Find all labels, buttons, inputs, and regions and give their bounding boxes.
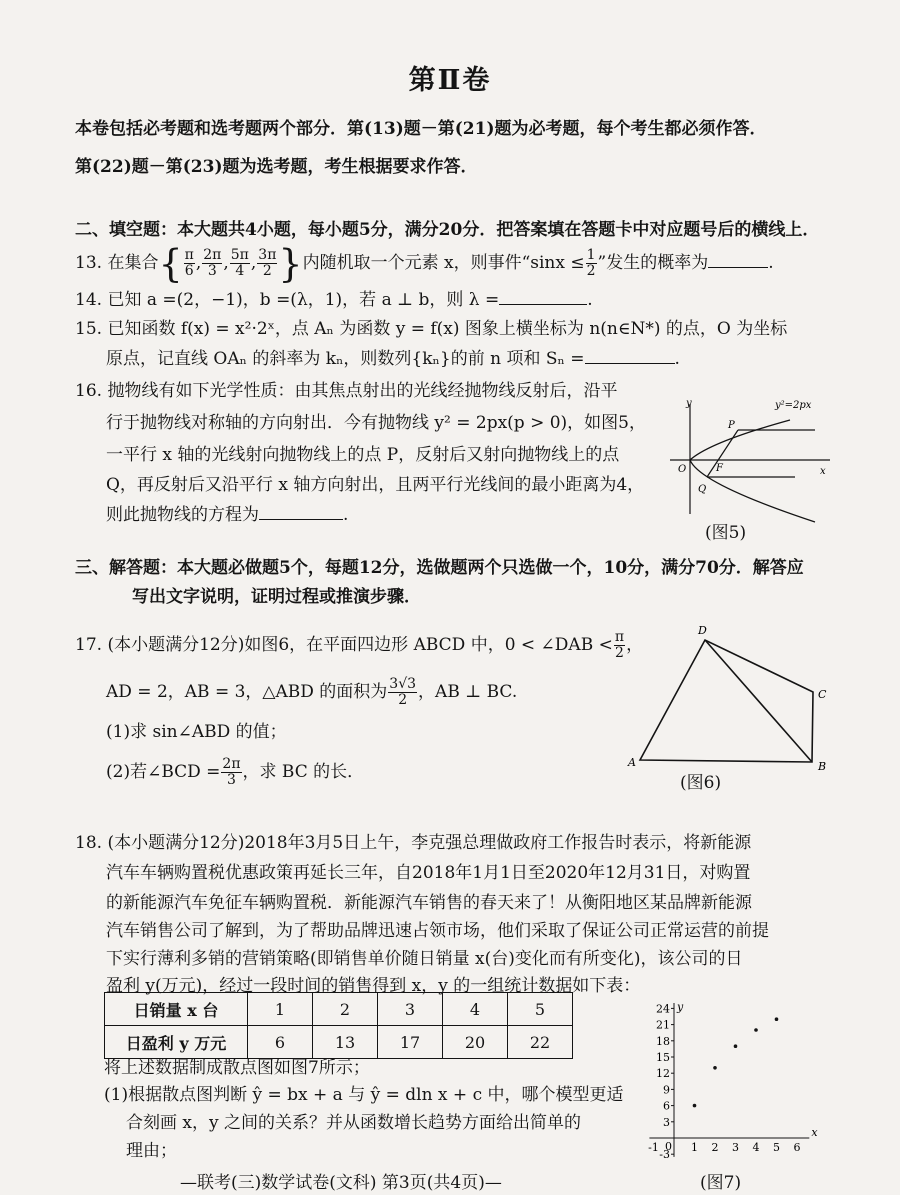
question-14: 14. 已知 a =(2，−1)，b =(λ，1)，若 a ⊥ b，则 λ = . [75, 290, 593, 310]
question-15-line-2: 原点，记直线 OAₙ 的斜率为 kₙ，则数列{kₙ}的前 n 项和 Sₙ = . [106, 349, 680, 369]
question-17: 17. (本小题满分12分)如图6，在平面四边形 ABCD 中，0 < ∠DAB < $\frac{\pi}{2}$ ， [75, 629, 644, 661]
table-row: 日盈利 y 万元 6 13 17 20 22 [105, 1026, 573, 1059]
section-3-heading-1: 三、解答题：本大题必做题5个，每题12分，选做题两个只选做一个，10分，满分70分．解答应 [75, 558, 804, 578]
q18-after-table: 将上述数据制成散点图如图7所示； [104, 1058, 370, 1078]
q17-part-2: (2)若∠BCD = $\frac{2\pi}{3}$ ，求 BC 的长． [106, 756, 365, 788]
q15-answer-blank [585, 363, 675, 364]
q16-line-5: 则此抛物线的方程为 . [106, 505, 349, 525]
sales-data-table [104, 992, 573, 1059]
y-tick-label: 24 [656, 1002, 670, 1016]
vertex-a-label: A [628, 756, 636, 769]
point-q-label: Q [698, 484, 707, 495]
figure-6-caption: (图6) [680, 773, 722, 793]
q14-answer-blank [499, 304, 587, 305]
x-axis-label: x [811, 1126, 818, 1139]
q16-line-4: Q，再反射后又沿平行 x 轴方向射出，且两平行光线间的最小距离为4， [106, 475, 645, 495]
data-point [775, 1017, 779, 1021]
intro-line-2: 第(22)题－第(23)题为选考题，考生根据要求作答． [75, 157, 478, 177]
q13-pre: 在集合 [107, 253, 159, 273]
data-point [693, 1104, 697, 1108]
y-tick-label: 12 [656, 1067, 670, 1081]
question-15: 15. 已知函数 f(x) = x²·2ˣ，点 Aₙ 为函数 y = f(x) 图象上横坐标为 n(n∈N*) 的点，O 为坐标 [75, 319, 788, 339]
x-tick-label: 4 [752, 1141, 760, 1154]
x-tick-label: 5 [773, 1141, 780, 1154]
q18-line-3: 的新能源汽车免征车辆购置税．新能源汽车销售的春天来了！从衡阳地区某品牌新能源 [106, 893, 752, 913]
intro-line-1: 本卷包括必考题和选考题两个部分．第(13)题－第(21)题为必考题，每个考生都必须作答． [75, 119, 767, 139]
q13-mid: 内随机取一个元素 x，则事件“sinx ≤ [302, 253, 585, 273]
q17-part-1: (1)求 sin∠ABD 的值； [106, 722, 287, 742]
q16-line-2: 行于抛物线对称轴的方向射出．今有抛物线 y² = 2px(p > 0)，如图5， [106, 413, 646, 433]
table-row: 日销量 x 台 1 2 3 4 5 [105, 993, 573, 1026]
parabola-curve [690, 420, 815, 522]
q13-set-4: $\frac{3\pi}{2}$ [258, 247, 277, 279]
q13-set-2: $\frac{2\pi}{3}$ [203, 247, 222, 279]
y-tick-label: 3 [663, 1115, 670, 1129]
q18-part-1-line-1: (1)根据散点图判断 ŷ = bx + a 与 ŷ = dln x + c 中，哪个模型更适 [104, 1085, 624, 1105]
data-point [754, 1028, 758, 1032]
y-tick-label: 6 [663, 1099, 670, 1113]
x-tick-label: 0 [665, 1140, 672, 1153]
figure-5-caption: (图5) [705, 523, 747, 543]
y-tick-label: -3 [659, 1148, 670, 1162]
data-point [713, 1066, 717, 1070]
y-tick-label: 21 [656, 1018, 670, 1032]
q18-part-1-line-2: 合刻画 x，y 之间的关系？并从函数增长趋势方面给出简单的 [126, 1113, 581, 1133]
y-axis-label: y [677, 1000, 684, 1014]
y-tick-label: 9 [663, 1083, 670, 1097]
figure-5-parabola [670, 392, 840, 542]
page-footer: —联考(三)数学试卷(文科) 第3页(共4页)— [180, 1173, 502, 1193]
question-18: 18. (本小题满分12分)2018年3月5日上午，李克强总理做政府工作报告时表示，将新能源 [75, 833, 752, 853]
point-f-label: F [716, 463, 723, 474]
question-13: 13. 在集合{ $\frac{\pi}{6}$ , $\frac{2\pi}{3}$ , $\frac{5\pi}{4}$ , $\frac{3\pi}{2}$ }内随机取一个元素 x，则事件“sinx ≤ $\frac{1}{2}$ ”发生的概率为 . [75, 241, 774, 286]
q13-set-3: $\frac{5\pi}{4}$ [230, 247, 249, 279]
diagonal-bd [705, 640, 812, 762]
curve-equation-label: y²=2px [775, 400, 812, 411]
figure-7-caption: (图7) [700, 1173, 742, 1193]
vertex-c-label: C [818, 688, 827, 701]
x-tick-label: 3 [732, 1141, 739, 1154]
x-axis-label: x [820, 466, 826, 477]
q16-answer-blank [259, 519, 343, 520]
y-tick-label: 15 [656, 1051, 670, 1064]
x-tick-label: 2 [711, 1141, 719, 1154]
y-tick-label: 18 [656, 1034, 670, 1048]
figure-6-quadrilateral [620, 620, 840, 770]
vertex-b-label: B [818, 760, 827, 770]
q18-part-1-line-3: 理由； [126, 1141, 177, 1161]
data-point [734, 1044, 738, 1048]
page-title: 第Ⅱ卷 [408, 65, 492, 96]
y-axis-label: y [686, 398, 692, 409]
q18-line-4: 汽车销售公司了解到，为了帮助品牌迅速占领市场，他们采取了保证公司正常运营的前提 [106, 921, 769, 941]
q17-line-2: AD = 2，AB = 3，△ABD 的面积为 $\frac{3√3}{2}$ ，AB ⊥ BC. [106, 676, 518, 708]
x-tick-label: 1 [691, 1141, 698, 1154]
q13-set-1: $\frac{\pi}{6}$ [184, 247, 194, 279]
section-3-heading-2: 写出文字说明，证明过程或推演步骤． [132, 587, 421, 607]
q13-half: $\frac{1}{2}$ [586, 247, 596, 279]
vertex-d-label: D [698, 624, 707, 637]
figure-7-scatter [630, 996, 820, 1166]
origin-label: O [678, 464, 687, 475]
q13-answer-blank [708, 267, 768, 268]
question-16: 16. 抛物线有如下光学性质：由其焦点射出的光线经抛物线反射后，沿平 [75, 381, 618, 401]
q13-number: 13. [75, 253, 103, 273]
q18-line-2: 汽车车辆购置税优惠政策再延长三年，自2018年1月1日至2020年12月31日，对购置 [106, 863, 751, 883]
q18-line-5: 下实行薄利多销的营销策略(即销售单价随日销量 x(台)变化而有所变化)，该公司的日 [106, 949, 743, 969]
q18-line-6: 盈利 y(万元)，经过一段时间的销售得到 x，y 的一组统计数据如下表： [106, 976, 641, 996]
x-tick-label: 6 [793, 1141, 801, 1154]
section-2-heading: 二、填空题：本大题共4小题，每小题5分，满分20分．把答案填在答题卡中对应题号后的横线上． [75, 220, 820, 240]
q16-line-3: 一平行 x 轴的光线射向抛物线上的点 P，反射后又射向抛物线上的点 [106, 445, 620, 465]
x-tick-label: -1 [648, 1141, 659, 1154]
point-p-label: P [728, 420, 735, 431]
